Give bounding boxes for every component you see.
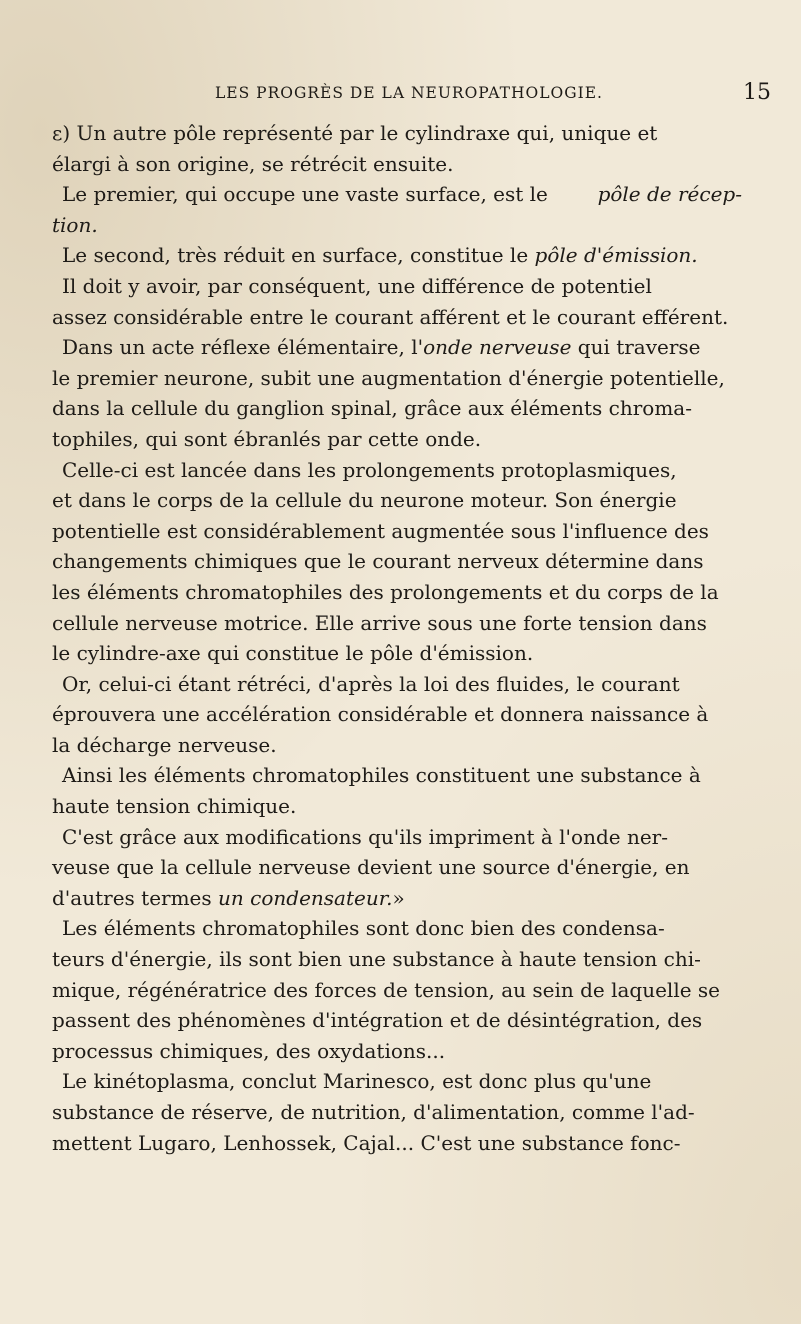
text-segment: Dans un acte réflexe élémentaire, l'	[62, 335, 424, 360]
body-text	[52, 118, 742, 1158]
text-line: tophiles, qui sont ébranlés par cette onde.	[52, 426, 482, 451]
text-line: assez considérable entre le courant afférent et le courant efférent.	[52, 304, 729, 329]
text-line: passent des phénomènes d'intégration et de désintégration, des	[52, 1008, 703, 1033]
text-segment: d'autres termes	[52, 885, 212, 910]
closing-quote: »	[392, 885, 405, 910]
text-line: Ainsi les éléments chromatophiles constituent une substance à	[62, 763, 701, 788]
text-line	[52, 210, 742, 241]
text-line: Le kinétoplasma, conclut Marinesco, est donc plus qu'une	[62, 1069, 652, 1094]
text-line: les éléments chromatophiles des prolongements et du corps de la	[52, 579, 719, 604]
italic-term: pôle de récep-	[597, 182, 742, 207]
text-line: éprouvera une accélération considérable et donnera naissance à	[52, 702, 709, 727]
italic-term: onde nerveuse	[423, 335, 572, 360]
text-line: C'est grâce aux modifications qu'ils impriment à l'onde ner-	[62, 824, 668, 849]
text-line: Or, celui-ci étant rétréci, d'après la loi des fluides, le courant	[62, 671, 680, 696]
text-line: le premier neurone, subit une augmentation d'énergie potentielle,	[52, 365, 725, 390]
text-line: haute tension chimique.	[52, 794, 297, 819]
text-line: substance de réserve, de nutrition, d'alimentation, comme l'ad-	[52, 1100, 695, 1124]
text-segment: Le second, très réduit en surface, constitue le	[62, 243, 529, 268]
text-line: mique, régénératrice des forces de tension, au sein de laquelle se	[52, 977, 721, 1002]
text-segment: qui traverse	[571, 335, 701, 360]
text-line: cellule nerveuse motrice. Elle arrive sous une forte tension dans	[52, 610, 707, 635]
text-line: élargi à son origine, se rétrécit ensuite.	[52, 151, 454, 176]
text-line: la décharge nerveuse.	[52, 732, 277, 757]
text-line: changements chimiques que le courant nerveux détermine dans	[52, 549, 704, 574]
text-line	[52, 332, 742, 363]
italic-term: tion.	[52, 212, 98, 237]
text-line: Celle-ci est lancée dans les prolongements protoplasmiques,	[62, 457, 677, 482]
text-line: processus chimiques, des oxydations...	[52, 1038, 446, 1063]
text-line: mettent Lugaro, Lenhossek, Cajal... C'est une substance fonc-	[52, 1130, 681, 1155]
text-line	[52, 179, 742, 210]
text-line: potentielle est considérablement augmentée sous l'influence des	[52, 518, 709, 543]
text-line: et dans le corps de la cellule du neurone moteur. Son énergie	[52, 488, 677, 513]
text-line: ε) Un autre pôle représenté par le cylindraxe qui, unique et	[52, 121, 658, 145]
text-line: teurs d'énergie, ils sont bien une substance à haute tension chi-	[52, 947, 701, 972]
text-line: Il doit y avoir, par conséquent, une différence de potentiel	[62, 273, 652, 298]
text-line: dans la cellule du ganglion spinal, grâce aux éléments chroma-	[52, 396, 692, 421]
text-line: Les éléments chromatophiles sont donc bien des condensa-	[62, 916, 665, 941]
text-segment: Le premier, qui occupe une vaste surface, est le	[62, 182, 548, 207]
text-line: le cylindre-axe qui constitue le pôle d'émission.	[52, 641, 534, 666]
text-line	[52, 883, 742, 914]
page-number: 15	[743, 80, 771, 105]
italic-term: un condensateur.	[218, 885, 393, 910]
running-title: LES PROGRÈS DE LA NEUROPATHOLOGIE.	[215, 84, 603, 102]
text-line: veuse que la cellule nerveuse devient une source d'énergie, en	[52, 855, 690, 880]
italic-term: pôle d'émission.	[534, 243, 698, 268]
text-line	[52, 240, 742, 271]
